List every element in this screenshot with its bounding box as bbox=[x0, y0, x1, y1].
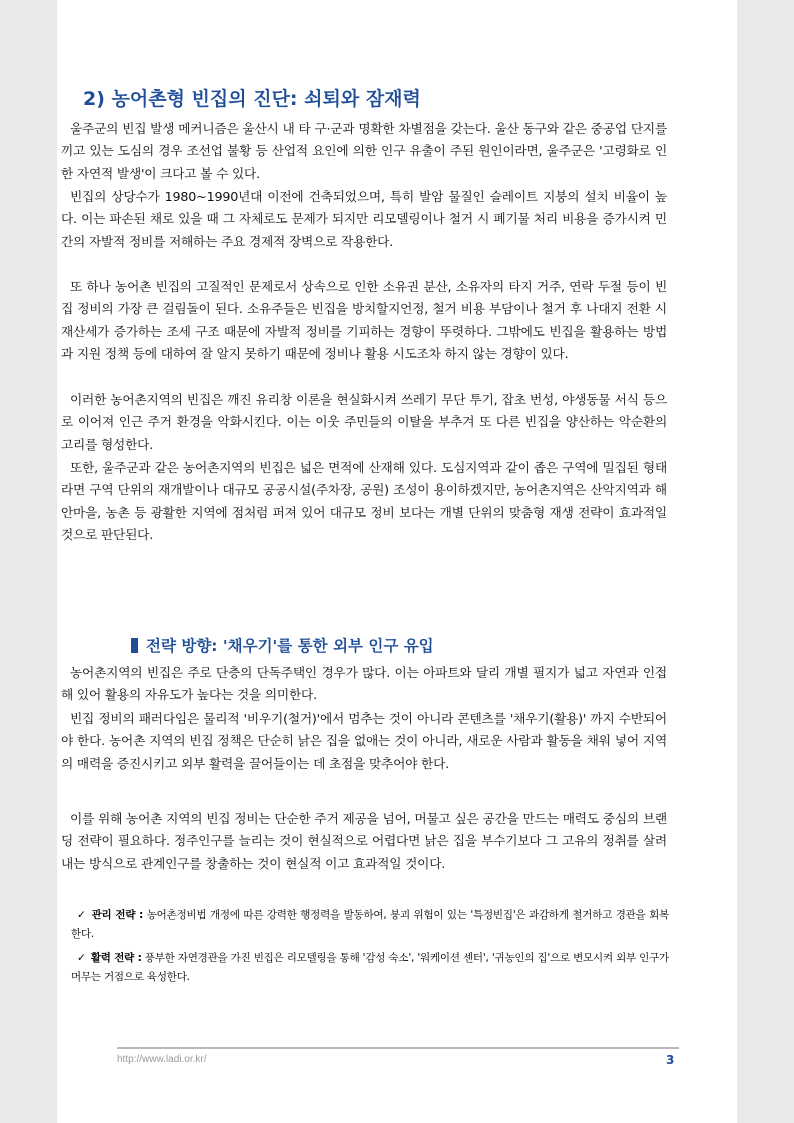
subsection-title-text: 전략 방향: '채우기'를 통한 외부 인구 유입 bbox=[146, 637, 434, 655]
paragraph: 또 하나 농어촌 빈집의 고질적인 문제로서 상속으로 인한 소유권 분산, 소유자의 타지 거주, 연락 두절 등이 빈집 정비의 가장 큰 걸림돌이 된다. 소유주들은 빈집을 방치할지언정, 철거 비용 부담이나 철거 후 나대지 전환 시 재산세가 증가하는 조세 구조 때문에 자발적 정비를 기피하는 경향이 뚜렷하다. 그밖에도 빈집을 활용하는 방법과 지원 정책 등에 대하여 잘 알지 못하기 때문에 정비나 활용 시도조차 하지 않는 경향이 있다. bbox=[61, 279, 667, 362]
bullet-label: 활력 전략 : bbox=[90, 952, 142, 964]
list-item bbox=[71, 949, 669, 986]
paragraph: 울주군의 빈집 발생 메커니즘은 울산시 내 타 구·군과 명확한 차별점을 갖는다. 울산 동구와 같은 중공업 단지를 끼고 있는 도심의 경우 조선업 불황 등 산업적 요인에 의한 인구 유출이 주된 원인이라면, 울주군은 '고령화로 인한 자연적 발생'이 크다고 볼 수 있다. bbox=[61, 121, 667, 181]
bullet-text: 농어촌정비법 개정에 따른 강력한 행정력을 발동하여, 붕괴 위험이 있는 '특정빈집'은 과감하게 철거하고 경관을 회복한다. bbox=[71, 909, 669, 940]
paragraph: 이를 위해 농어촌 지역의 빈집 정비는 단순한 주거 제공을 넘어, 머물고 싶은 공간을 만드는 매력도 중심의 브랜딩 전략이 필요하다. 정주인구를 늘리는 것이 현실적으로 어렵다면 낡은 집을 부수기보다 그 고유의 정취를 살려내는 방식으로 관계인구를 창출하는 것이 현실적 이고 효과적일 것이다. bbox=[61, 811, 667, 871]
paragraph: 이러한 농어촌지역의 빈집은 깨진 유리창 이론을 현실화시켜 쓰레기 무단 투기, 잡초 번성, 야생동물 서식 등으로 이어져 인근 주거 환경을 악화시킨다. 이는 이웃 주민들의 이탈을 부추겨 또 다른 빈집을 양산하는 악순환의 고리를 형성한다. bbox=[61, 392, 667, 452]
list-item bbox=[71, 906, 669, 943]
paragraph: 또한, 울주군과 같은 농어촌지역의 빈집은 넓은 면적에 산재해 있다. 도심지역과 같이 좁은 구역에 밀집된 형태라면 구역 단위의 재개발이나 대규모 공공시설(주차장, 공원) 조성이 용이하겠지만, 농어촌지역은 산악지역과 해안마을, 농촌 등 광활한 지역에 점처럼 퍼져 있어 대규모 정비 보다는 개별 단위의 맞춤형 재생 전략이 효과적일 것으로 판단된다. bbox=[61, 460, 667, 543]
bullet-label: 관리 전략 : bbox=[91, 909, 144, 921]
paragraph: 농어촌지역의 빈집은 주로 단층의 단독주택인 경우가 많다. 이는 아파트와 달리 개별 필지가 넓고 자연과 인접해 있어 활용의 자유도가 높다는 것을 의미한다. bbox=[61, 665, 667, 703]
check-icon: ✓ bbox=[77, 909, 87, 921]
paragraph: 빈집의 상당수가 1980~1990년대 이전에 건축되었으며, 특히 발암 물질인 슬레이트 지붕의 설치 비율이 높다. 이는 파손된 채로 있을 때 그 자체로도 문제가 되지만 리모델링이나 철거 시 폐기물 처리 비용을 증가시켜 민간의 자발적 정비를 저해하는 주요 경제적 장벽으로 작용한다. bbox=[61, 189, 667, 249]
section-title: 2) 농어촌형 빈집의 진단: 쇠퇴와 잠재력 bbox=[83, 88, 421, 110]
subsection-title bbox=[131, 634, 434, 656]
footer-url: http://www.ladi.or.kr/ bbox=[117, 1054, 207, 1065]
bullet-text: 풍부한 자연경관을 가진 빈집은 리모델링을 통해 '감성 숙소', '워케이션 센터', '귀농인의 집'으로 변모시켜 외부 인구가 머무는 거점으로 육성한다. bbox=[71, 952, 669, 983]
paragraph: 빈집 정비의 패러다임은 물리적 '비우기(철거)'에서 멈추는 것이 아니라 콘텐츠를 '채우기(활용)' 까지 수반되어야 한다. 농어촌 지역의 빈집 정책은 단순히 낡은 집을 없애는 것이 아니라, 새로운 사람과 활동을 채워 넣어 지역의 매력을 증진시키고 외부 활력을 끌어들이는 데 초점을 맞추어야 한다. bbox=[61, 711, 667, 771]
page-number: 3 bbox=[666, 1053, 675, 1067]
section-marker bbox=[131, 638, 138, 653]
footer-divider bbox=[117, 1047, 679, 1049]
check-icon: ✓ bbox=[77, 952, 86, 964]
